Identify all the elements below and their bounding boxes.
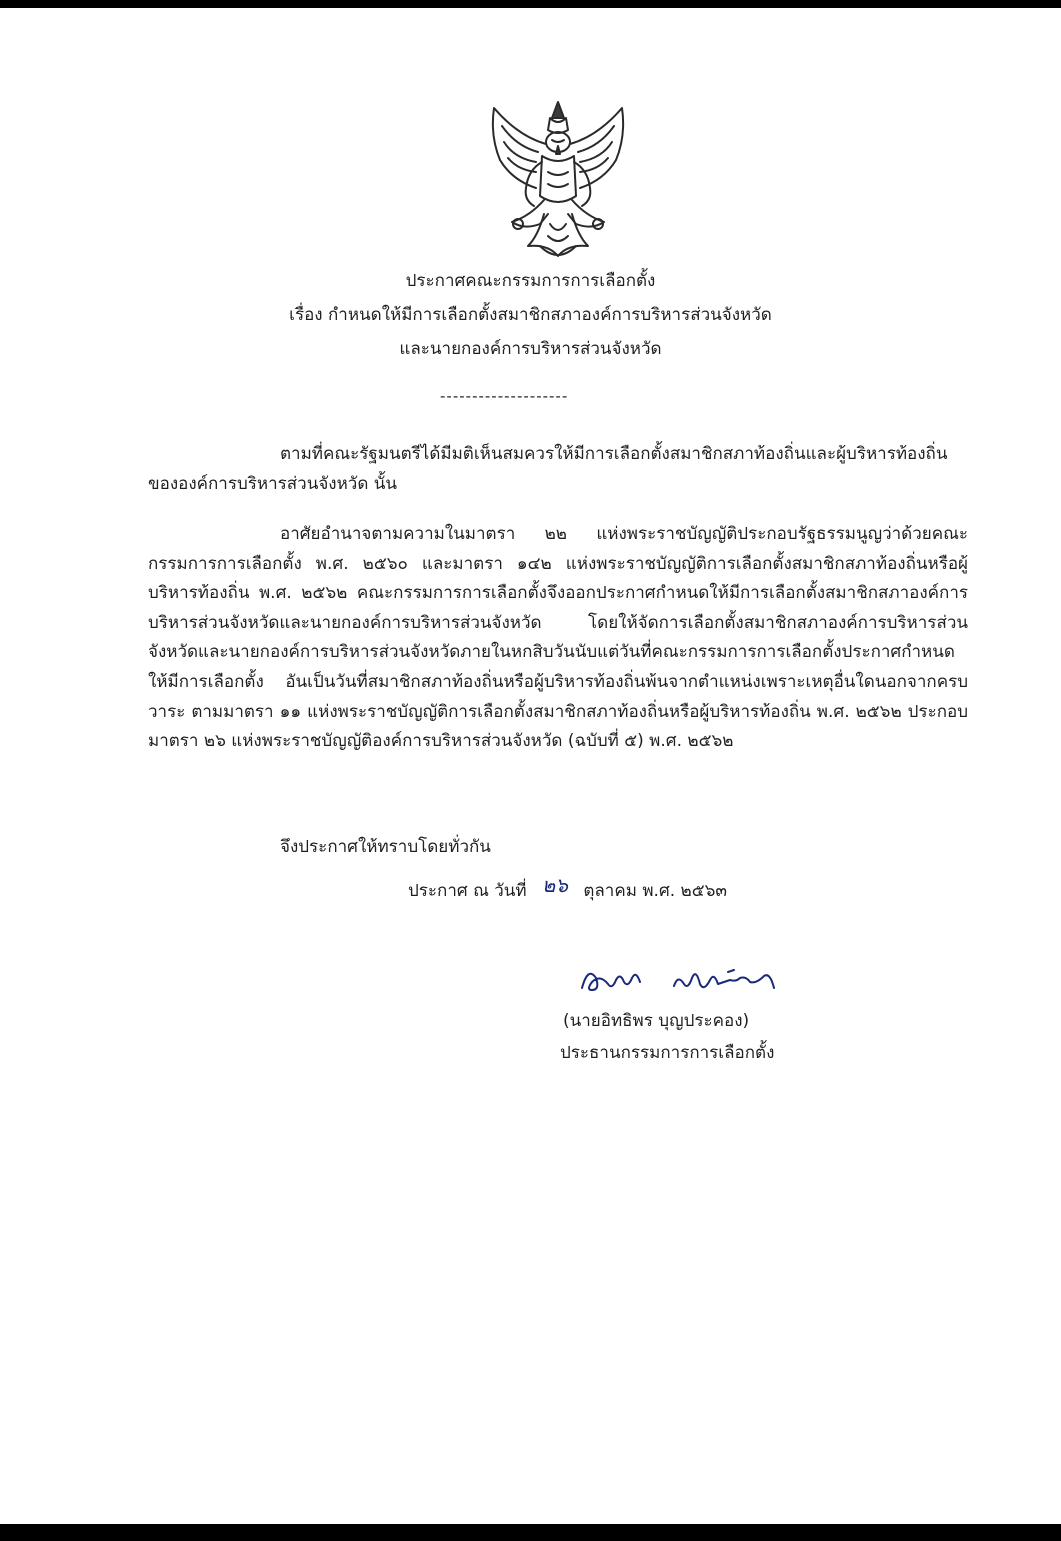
announcement-subject: เรื่อง กำหนดให้มีการเลือกตั้งสมาชิกสภาองค์การบริหารส่วนจังหวัด: [289, 305, 772, 325]
date-line: [408, 874, 727, 906]
garuda-emblem-icon: [478, 96, 638, 266]
signer-title: ประธานกรรมการการเลือกตั้ง: [560, 1043, 775, 1063]
bottom-frame-bar: [0, 1524, 1061, 1541]
date-prefix: ประกาศ ณ วันที่: [408, 881, 527, 901]
date-day-handwritten: ๒๖: [542, 873, 568, 897]
paragraph-authority: อาศัยอำนาจตามความในมาตรา ๒๒ แห่งพระราชบัญญัติประกอบรัฐธรรมนูญว่าด้วยคณะกรรมการการเลือกตั้ง พ.ศ. ๒๕๖๐ และมาตรา ๑๔๒ แห่งพระราชบัญญัติการเลือกตั้งสมาชิกสภาท้องถิ่นหรือผู้บริหารท้องถิ่น พ.ศ. ๒๕๖๒ คณะกรรมการการเลือกตั้งจึงออกประกาศกำหนดให้มีการเลือกตั้งสมาชิกสภาองค์การบริหารส่วนจังหวัดและนายกองค์การบริหารส่วนจังหวัด โดยให้จัดการเลือกตั้งสมาชิกสภาองค์การบริหารส่วนจังหวัดและนายกองค์การบริหารส่วนจังหวัดภายในหกสิบวันนับแต่วันที่คณะกรรมการการเลือกตั้งประกาศกำหนดให้มีการเลือกตั้ง อันเป็นวันที่สมาชิกสภาท้องถิ่นหรือผู้บริหารท้องถิ่นพ้นจากตำแหน่งเพราะเหตุอื่นใดนอกจากครบวาระ ตามมาตรา ๑๑ แห่งพระราชบัญญัติการเลือกตั้งสมาชิกสภาท้องถิ่นหรือผู้บริหารท้องถิ่น พ.ศ. ๒๕๖๒ ประกอบมาตรา ๒๖ แห่งพระราชบัญญัติองค์การบริหารส่วนจังหวัด (ฉบับที่ ๕) พ.ศ. ๒๕๖๒: [148, 524, 968, 752]
top-frame-bar: [0, 0, 1061, 8]
date-month-year: ตุลาคม พ.ศ. ๒๕๖๓: [583, 881, 728, 901]
handwritten-signature-icon: [578, 960, 788, 1000]
title-divider: --------------------: [440, 387, 569, 405]
paragraph-preamble: ตามที่คณะรัฐมนตรีได้มีมติเห็นสมควรให้มีการเลือกตั้งสมาชิกสภาท้องถิ่นและผู้บริหารท้องถิ่นขององค์การบริหารส่วนจังหวัด นั้น: [148, 444, 948, 494]
document-page: [0, 8, 1061, 1524]
signer-name: (นายอิทธิพร บุญประคอง): [563, 1011, 750, 1031]
closing-statement: จึงประกาศให้ทราบโดยทั่วกัน: [280, 837, 491, 857]
announcement-subject-cont: และนายกองค์การบริหารส่วนจังหวัด: [399, 339, 662, 359]
announcement-title: ประกาศคณะกรรมการการเลือกตั้ง: [405, 271, 656, 291]
